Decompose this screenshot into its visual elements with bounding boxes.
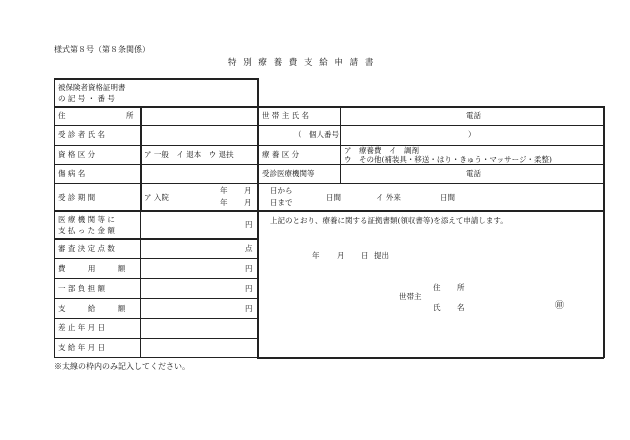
month-to: 月: [244, 198, 252, 207]
signer-name-word-2: 名: [457, 303, 465, 312]
year-from: 年: [220, 186, 228, 195]
page-title: 特 別 療 養 費 支 給 申 請 書: [228, 58, 376, 68]
address-field[interactable]: [142, 108, 255, 124]
address-label: 住: [58, 111, 66, 120]
care-category-label: 療 養 区 分: [262, 150, 300, 159]
signer-address-field[interactable]: [470, 280, 590, 292]
submit-year: 年: [312, 251, 320, 260]
paid-amount-field[interactable]: [142, 213, 242, 236]
difference-date-label: 差 止 年 月 日: [58, 323, 106, 332]
submit-day: 日: [361, 251, 369, 260]
qualification-options[interactable]: ア 一般 イ 退本 ウ 退扶: [144, 150, 234, 159]
row-line-patient-bottom: [54, 145, 604, 146]
benefit-label: 支 給 額: [58, 304, 136, 313]
row-line-cost-bottom: [54, 278, 257, 279]
row-line-bottom-left: [54, 357, 257, 358]
col-line-left: [54, 78, 55, 357]
signer-name-word-1: 氏: [433, 303, 441, 312]
householder-word: 世帯主: [399, 292, 422, 301]
care-option-line2[interactable]: ウ その他(補装具・移送・はり・きゅう・マッサージ・柔整): [344, 155, 552, 164]
row-line-points-bottom: [54, 258, 257, 259]
payment-date-label: 支 給 年 月 日: [58, 343, 106, 352]
inpatient-days-label: 日間: [326, 193, 341, 202]
from-label: 日から: [270, 186, 293, 195]
personal-number-open: （ 個人番号: [294, 130, 339, 139]
personal-number-close: ）: [468, 130, 476, 139]
patient-name-field[interactable]: [142, 127, 282, 143]
period-label: 受 診 期 間: [58, 193, 96, 202]
insured-label-line2: の 記 号 ・ 番 号: [58, 94, 115, 103]
clinic-label: 受診医療機関等: [262, 169, 315, 178]
row-line-disease-bottom: [54, 183, 604, 184]
cost-yen-unit: 円: [245, 264, 253, 273]
points-unit: 点: [245, 244, 253, 253]
row-line-address-top: [54, 106, 604, 108]
paid-label-line1: 医 療 機 関 等 に: [58, 215, 115, 224]
form-number: 様式第８号（第８条関係）: [54, 45, 150, 54]
copay-yen-unit: 円: [245, 284, 253, 293]
row-line-qual-bottom: [54, 164, 604, 165]
review-points-label: 審 査 決 定 点 数: [58, 244, 115, 253]
row-line-paid-bottom: [54, 238, 257, 240]
row-line-top-left: [54, 78, 257, 80]
col-line-right-label: [340, 106, 341, 183]
care-option-line1[interactable]: ア 療養費 イ 調剤: [344, 146, 419, 155]
outpatient-label[interactable]: イ 外来: [376, 193, 401, 202]
row-line-diff-bottom: [54, 338, 257, 339]
outpatient-days-label: 日間: [440, 193, 455, 202]
footnote: ※太線の枠内のみ記入してください。: [54, 362, 190, 371]
householder-label: 世 帯 主 氏 名: [262, 111, 310, 120]
copay-label: 一 部 負 担 額: [58, 284, 106, 293]
cost-label: 費 用 額: [58, 264, 136, 273]
submit-month: 月: [337, 251, 345, 260]
insured-label-line1: 被保険者資格証明書: [58, 83, 126, 92]
col-line-middle: [257, 78, 259, 357]
col-line-label-divider-bottom: [140, 210, 141, 357]
disease-label: 傷 病 名: [58, 169, 86, 178]
row-line-benefit-bottom: [54, 318, 257, 319]
year-to: 年: [220, 198, 228, 207]
col-line-right: [603, 106, 605, 358]
householder-name-field[interactable]: [342, 108, 442, 124]
row-line-bottom-right: [257, 357, 604, 359]
seal-mark: ㊞: [555, 301, 565, 311]
row-line-period-bottom: [54, 210, 604, 212]
signer-address-word-1: 住: [433, 283, 441, 292]
to-label: 日まで: [270, 198, 293, 207]
submit-label: 提出: [374, 251, 389, 260]
phone-label-2: 電話: [466, 169, 481, 178]
benefit-yen-unit: 円: [245, 304, 253, 313]
row-line-address-bottom: [54, 125, 604, 126]
disease-field[interactable]: [142, 166, 255, 182]
month-from: 月: [244, 186, 252, 195]
signer-name-field[interactable]: [470, 300, 550, 312]
clinic-field[interactable]: [342, 166, 442, 182]
row-line-copay-bottom: [54, 298, 257, 299]
inpatient-label[interactable]: ア 入院: [144, 193, 169, 202]
qualification-label: 資 格 区 分: [58, 150, 96, 159]
declaration-text: 上記のとおり、療養に関する証拠書類(領収書等)を添えて申請します。: [270, 216, 508, 225]
signer-address-word-2: 所: [457, 283, 465, 292]
paid-yen-unit: 円: [245, 220, 253, 229]
phone-label-1: 電話: [466, 111, 481, 120]
paid-label-line2: 支 払 っ た 金 額: [58, 226, 115, 235]
address-label-2: 所: [126, 111, 134, 120]
patient-label: 受 診 者 氏 名: [58, 130, 106, 139]
personal-number-field[interactable]: [370, 127, 465, 143]
